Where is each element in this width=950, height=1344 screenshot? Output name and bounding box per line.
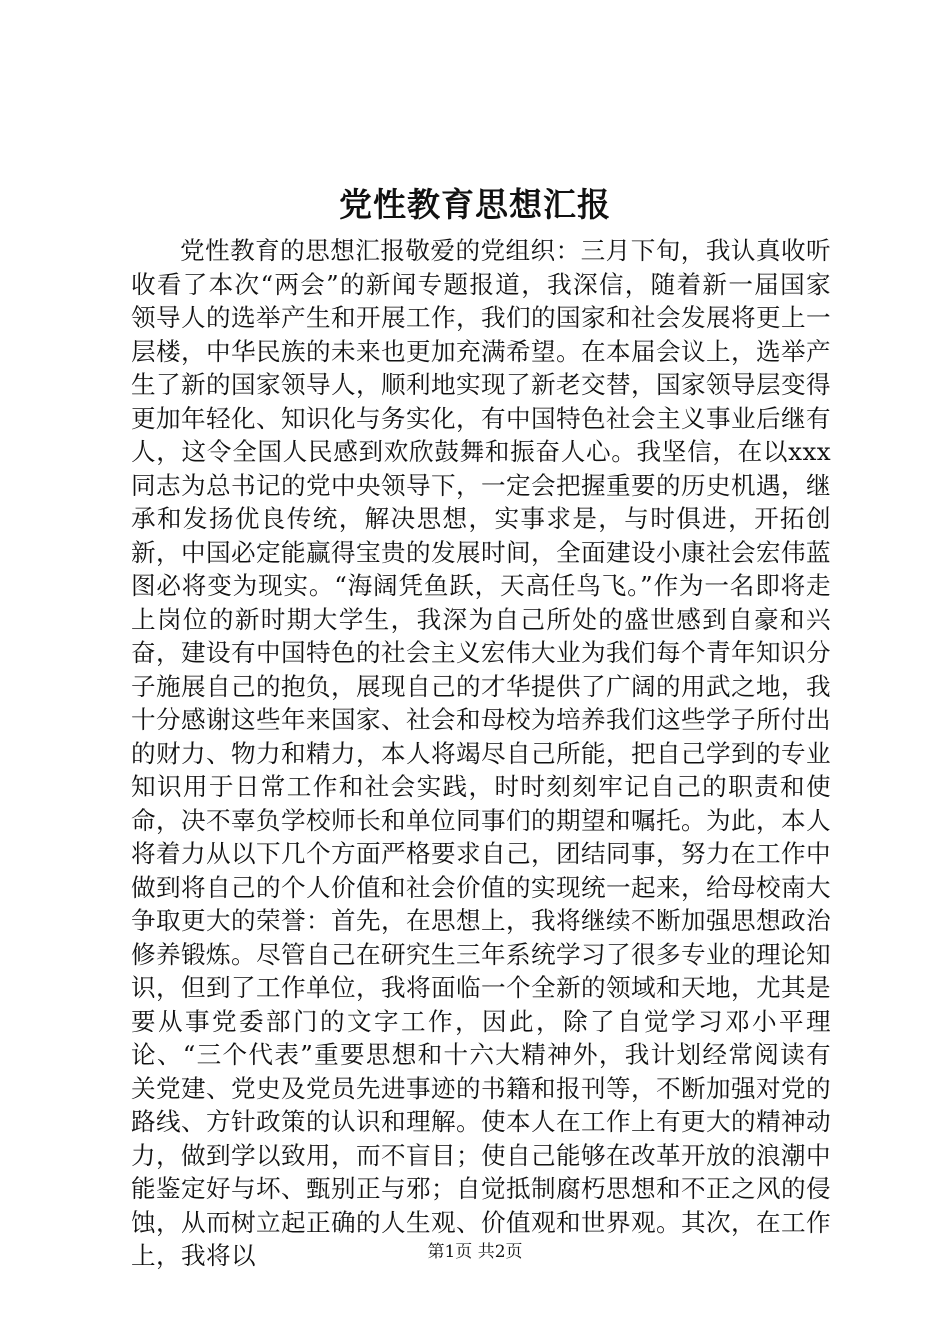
page-number-footer: 第1页 共2页 — [427, 1242, 523, 1262]
document-title: 党性教育思想汇报 — [339, 185, 611, 224]
body-paragraph: 党性教育的思想汇报敬爱的党组织：三月下旬，我认真收听收看了本次“两会”的新闻专题报道，我深信，随着新一届国家领导人的选举产生和开展工作，我们的国家和社会发展将更上一层楼，中华民族的未来也更加充满希望。在本届会议上，选举产生了新的国家领导人，顺利地实现了新老交替，国家领导层变得更加年轻化、知识化与务实化，有中国特色社会主义事业后继有人，这令全国人民感到欢欣鼓舞和振奋人心。我坚信，在以xxx同志为总书记的党中央领导下，一定会把握重要的历史机遇，继承和发扬优良传统，解决思想，实事求是，与时俱进，开拓创新，中国必定能赢得宝贵的发展时间，全面建设小康社会宏伟蓝图必将变为现实。“海阔凭鱼跃，天高任鸟飞。”作为一名即将走上岗位的新时期大学生，我深为自己所处的盛世感到自豪和兴奋，建设有中国特色的社会主义宏伟大业为我们每个青年知识分子施展自己的抱负，展现自己的才华提供了广阔的用武之地，我十分感谢这些年来国家、社会和母校为培养我们这些学子所付出的财力、物力和精力，本人将竭尽自己所能，把自己学到的专业知识用于日常工作和社会实践，时时刻刻牢记自己的职责和使命，决不辜负学校师长和单位同事们的期望和嘱托。为此，本人将着力从以下几个方面严格要求自己，团结同事，努力在工作中做到将自己的个人价值和社会价值的实现统一起来，给母校南大争取更大的荣誉：首先，在思想上，我将继续不断加强思想政治修养锻炼。尽管自己在研究生三年系统学习了很多专业的理论知识，但到了工作单位，我将面临一个全新的领域和天地，尤其是要从事党委部门的文字工作，因此，除了自觉学习邓小平理论、“三个代表”重要思想和十六大精神外，我计划经常阅读有关党建、党史及党员先进事迹的书籍和报刊等，不断加强对党的路线、方针政策的认识和理解。使本人在工作上有更大的精神动力，做到学以致用，而不盲目；使自己能够在改革开放的浪潮中能鉴定好与坏、甄别正与邪；自觉抵制腐朽思想和不正之风的侵蚀，从而树立起正确的人生观、价值观和世界观。其次，在工作上，我将以 — [131, 236, 831, 1270]
